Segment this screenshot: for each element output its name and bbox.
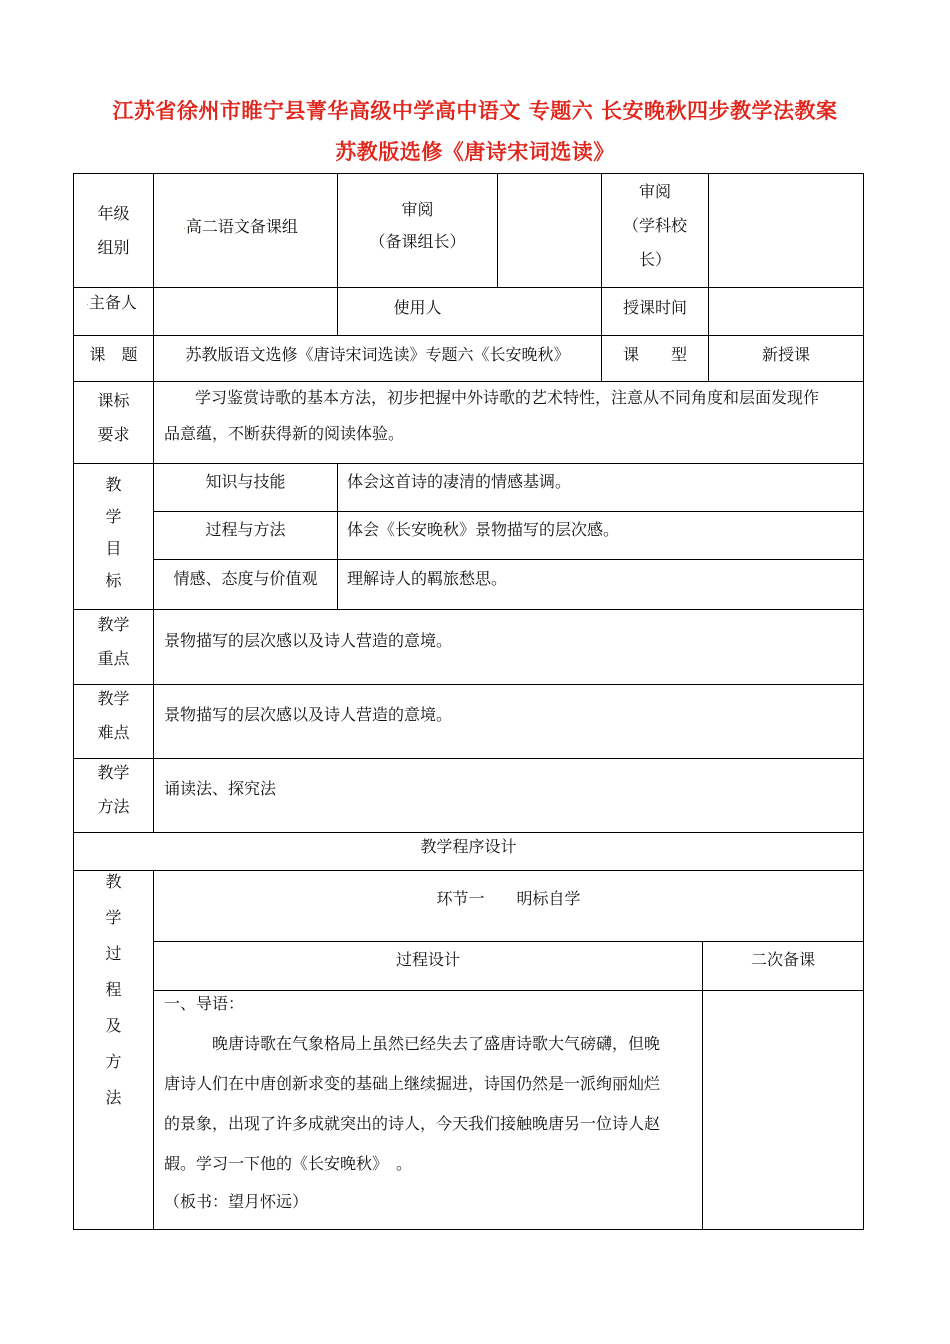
class-time-value	[709, 288, 863, 335]
standard-label-line1: 课标	[97, 391, 130, 410]
program-heading: 教学程序设计	[420, 836, 517, 856]
class-time-label: 授课时间	[622, 297, 687, 317]
standard-label	[74, 388, 153, 448]
difficulties-value: 景物描写的层次感以及诗人营造的意境。	[164, 705, 453, 724]
key-points-value: 景物描写的层次感以及诗人营造的意境。	[164, 631, 453, 650]
standard-line1: 学习鉴赏诗歌的基本方法，初步把握中外诗歌的艺术特性，注意从不同角度和层面发现作	[195, 388, 820, 407]
key-points-label	[74, 612, 153, 672]
methods-label	[74, 760, 153, 820]
difficulties-label	[74, 686, 153, 746]
objectives-label	[74, 468, 153, 598]
process-label-char: 法	[105, 1088, 122, 1107]
stage-title: 环节一 明标自学	[436, 889, 581, 908]
document-title-line1: 江苏省徐州市睢宁县菁华高级中学高中语文 专题六 长安晚秋四步教学法教案	[112, 98, 838, 123]
intro-heading: 一、导语：	[164, 994, 245, 1013]
document-title-line2: 苏教版选修《唐诗宋词选读》	[335, 139, 615, 164]
topic-label: 课 题	[89, 345, 138, 364]
review2-label-line1: 审阅	[638, 182, 671, 201]
preparer-label	[86, 292, 153, 314]
process-label-char: 方	[105, 1052, 122, 1071]
methods-value: 诵读法、探究法	[164, 779, 277, 798]
preparer-label-text: 主备人	[88, 293, 137, 312]
lesson-type-value: 新授课	[761, 345, 810, 364]
reviewer-group-label	[338, 196, 497, 256]
reviewer-principal-value	[709, 174, 863, 287]
objective-value: 体会这首诗的凄清的情感基调。	[347, 472, 572, 491]
grade-group-label	[74, 196, 153, 266]
standard-line2: 品意蕴，不断获得新的阅读体验。	[164, 424, 405, 443]
process-label-char: 学	[105, 908, 122, 927]
review-label-line2: （备课组长）	[369, 232, 466, 251]
objectives-label-char: 学	[105, 507, 122, 526]
standard-text	[164, 380, 859, 452]
intro-line: 的景象，出现了许多成就突出的诗人，今天我们接触晚唐另一位诗人赵	[164, 1114, 661, 1133]
second-prep-cell	[703, 991, 863, 1229]
standard-label-line2: 要求	[97, 425, 130, 444]
objectives-label-char: 标	[105, 571, 122, 590]
intro-line: 嘏。学习一下他的《长安晚秋》 。	[164, 1154, 413, 1173]
reviewer-principal-label	[602, 176, 708, 276]
review2-label-line2: （学科校	[622, 216, 687, 235]
grade-group-value	[183, 216, 333, 238]
grade-label-line2: 组别	[97, 238, 130, 257]
process-label-char: 及	[105, 1016, 122, 1035]
process-content	[164, 986, 699, 1220]
objectives-label-char: 目	[105, 539, 122, 558]
lesson-type-label: 课 型	[622, 345, 687, 364]
objectives-label-char: 教	[105, 475, 122, 494]
objective-name: 过程与方法	[205, 520, 286, 539]
review-label-line1: 审阅	[401, 200, 434, 219]
grade-value-text: 高二语文备课组	[185, 217, 298, 236]
dot-mark: .	[86, 297, 89, 308]
user-value	[498, 288, 601, 335]
process-label	[74, 874, 153, 1114]
topic-value: 苏教版语文选修《唐诗宋词选读》专题六《长安晚秋》	[185, 345, 570, 364]
difficulties-label-line1: 教学	[97, 689, 130, 708]
process-label-char: 教	[105, 872, 122, 891]
board-note: （板书：望月怀远）	[164, 1192, 309, 1211]
dot-mark: .	[183, 221, 186, 232]
design-header: 过程设计	[395, 950, 460, 969]
difficulties-label-line2: 难点	[97, 723, 130, 742]
objective-name: 情感、态度与价值观	[173, 569, 318, 588]
methods-label-line2: 方法	[97, 797, 130, 816]
second-prep-header: 二次备课	[750, 950, 815, 969]
key-points-label-line2: 重点	[97, 649, 130, 668]
process-label-char: 程	[105, 980, 122, 999]
intro-line: 唐诗人们在中唐创新求变的基础上继续掘进，诗国仍然是一派绚丽灿烂	[164, 1074, 661, 1093]
key-points-label-line1: 教学	[97, 615, 130, 634]
process-label-char: 过	[105, 944, 122, 963]
review2-label-line3: 长）	[638, 250, 671, 269]
grade-label-line1: 年级	[97, 204, 130, 223]
preparer-value	[154, 288, 337, 335]
methods-label-line1: 教学	[97, 763, 130, 782]
objective-name: 知识与技能	[205, 472, 286, 491]
reviewer-group-value	[498, 174, 601, 287]
intro-line: 晚唐诗歌在气象格局上虽然已经失去了盛唐诗歌大气磅礴，但晚	[212, 1034, 661, 1053]
objective-value: 理解诗人的羁旅愁思。	[347, 569, 508, 588]
user-label: 使用人	[393, 297, 442, 317]
objective-value: 体会《长安晚秋》景物描写的层次感。	[347, 520, 620, 539]
